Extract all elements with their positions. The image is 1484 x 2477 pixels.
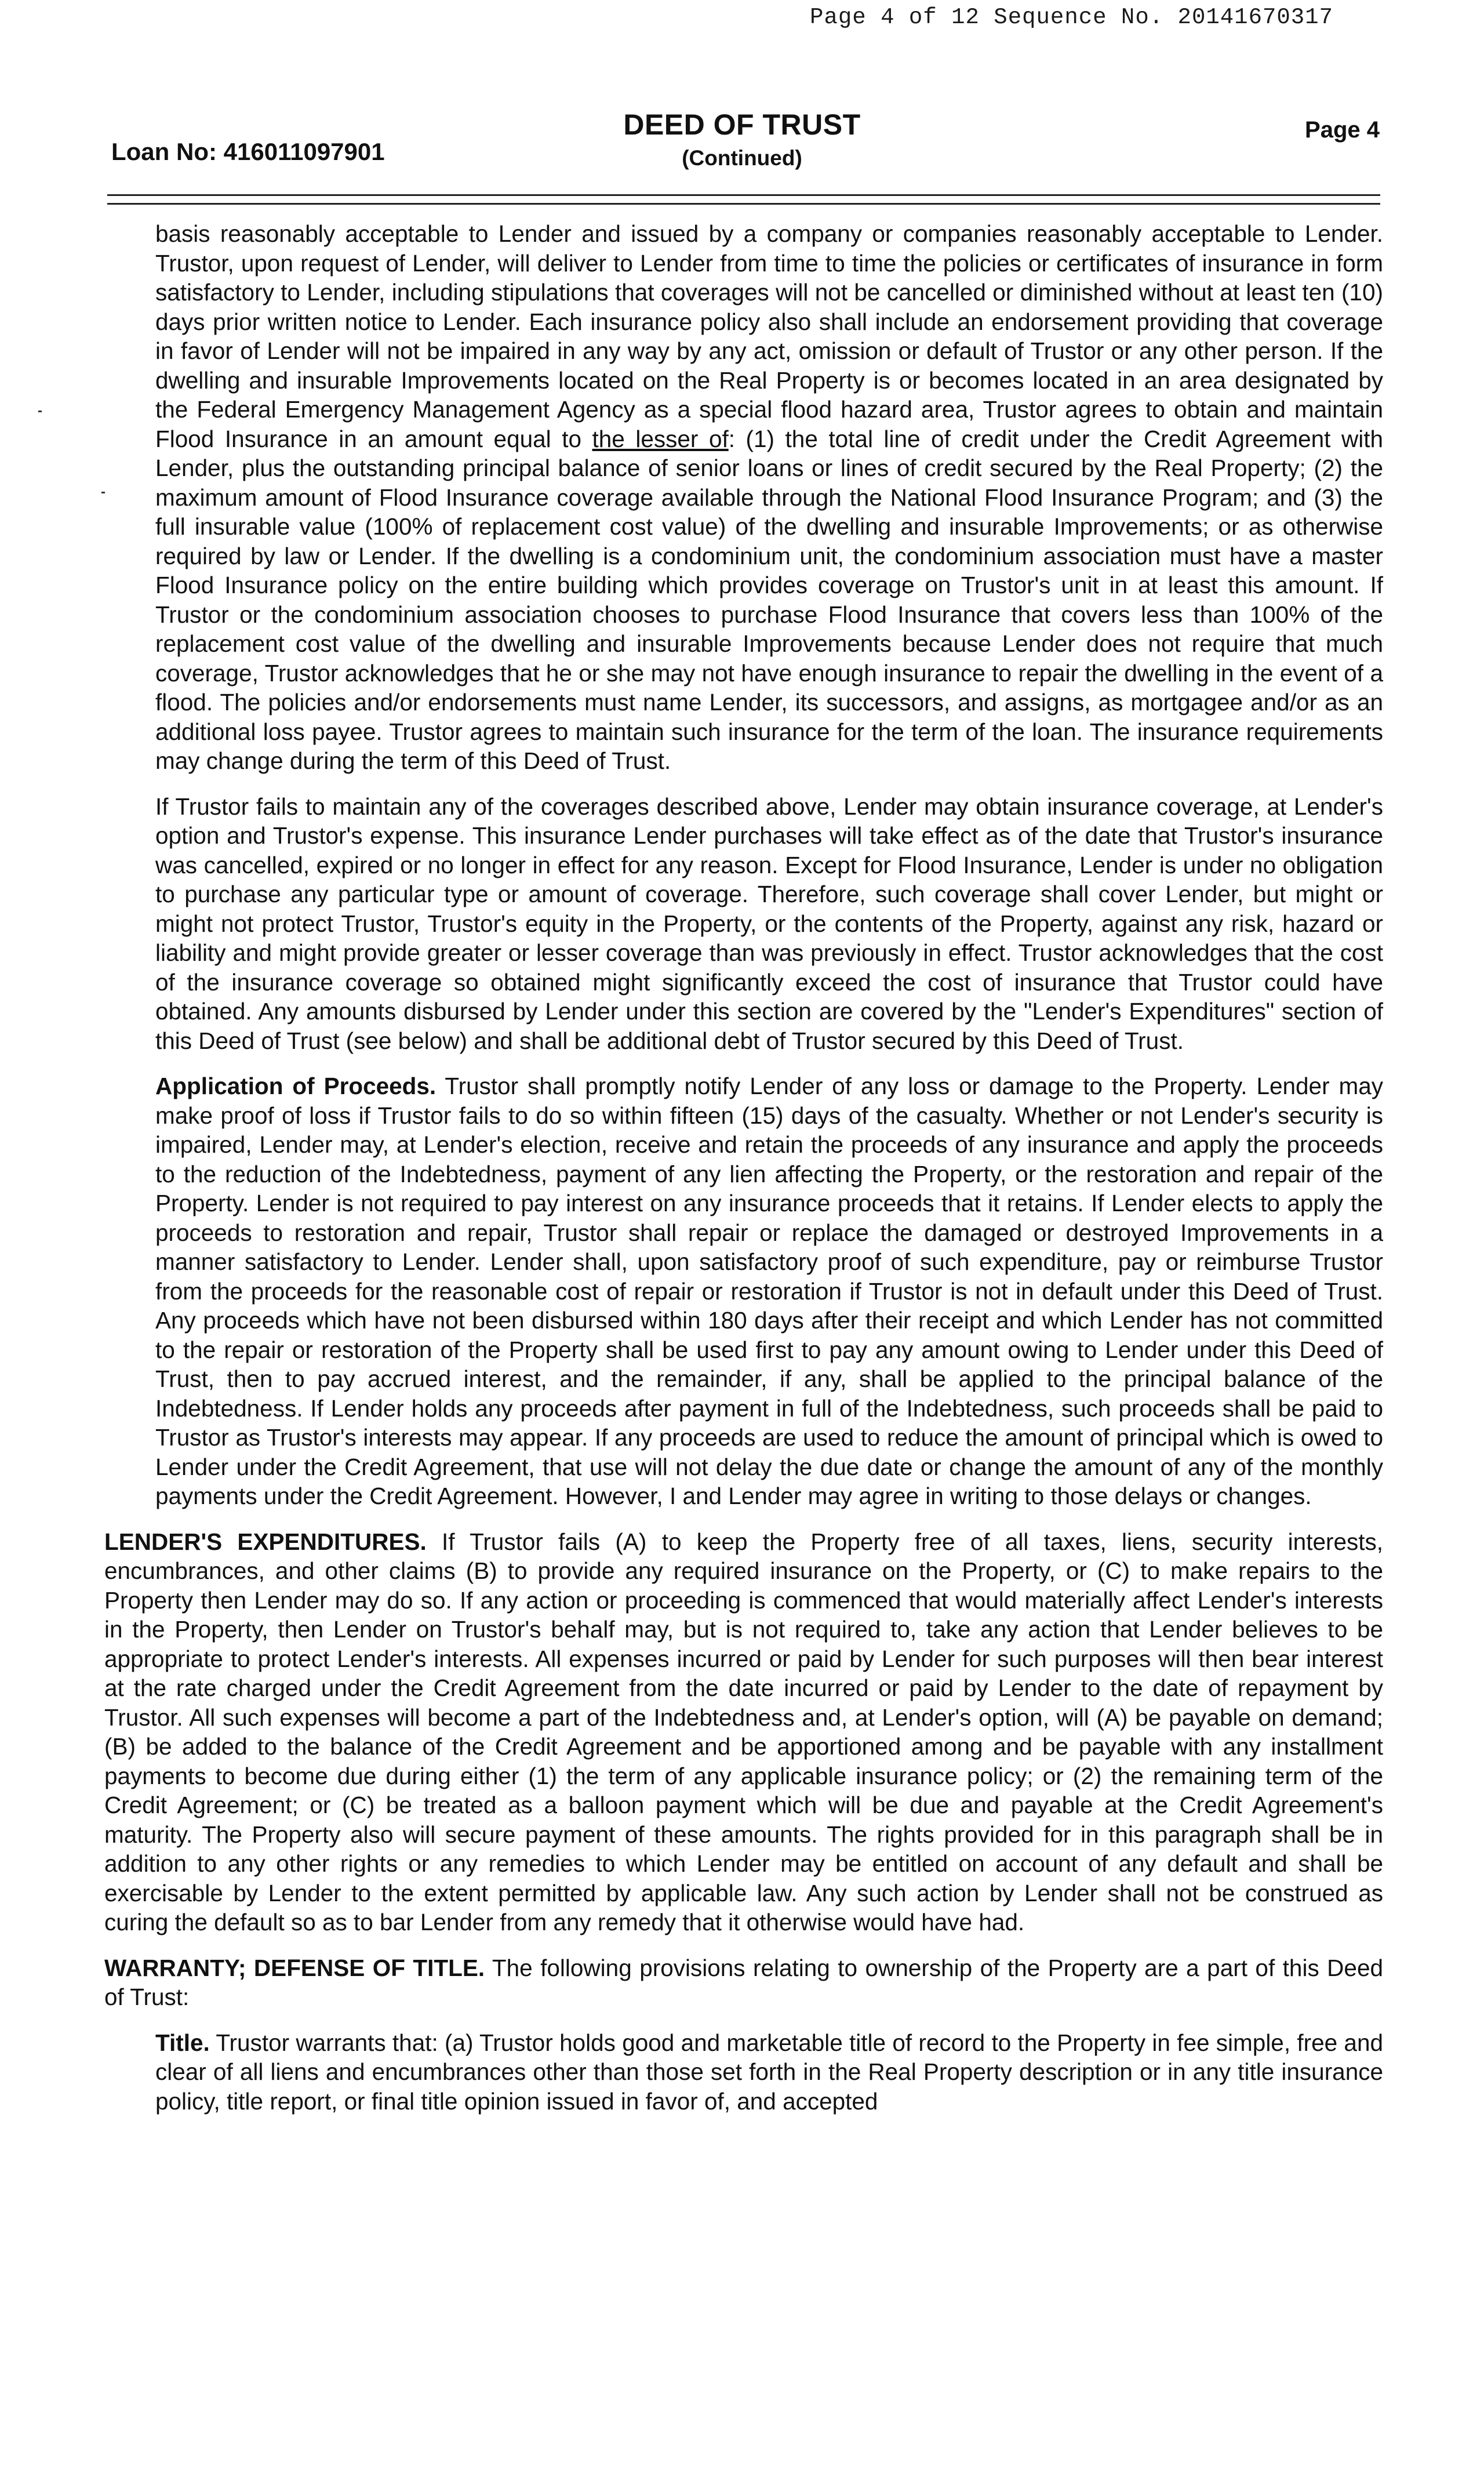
header-rule-top [107,194,1380,196]
title-paragraph [104,2028,1383,2116]
lenders-expenditures-text: If Trustor fails (A) to keep the Property free of all taxes, liens, security interests, encumbrances, and other claims (B) to provide any required insurance on the Property, or (C) to make repairs to the Property then Lender may do so. If any action or proceeding is commenced that would materially affect Lender's interests in the Property, then Lender on Trustor's behalf may, but is not required to, take any action that Lender believes to be appropriate to protect Lender's interests. All expenses incurred or paid by Lender for such purposes will then bear interest at the rate charged under the Credit Agreement from the date incurred or paid by Lender to the date of repayment by Trustor. All such expenses will become a part of the Indebtedness and, at Lender's option, will (A) be payable on demand; (B) be added to the balance of the Credit Agreement and be apportioned among and be payable with any installment payments to become due during either (1) the term of any applicable insurance policy; or (2) the remaining term of the Credit Agreement; or (C) be treated as a balloon payment which will be due and payable at the Credit Agreement's maturity. The Property also will secure payment of these amounts. The rights provided for in this paragraph shall be in addition to any other rights or any remedies to which Lender may be entitled on account of any default and shall be exercisable by Lender to the extent permitted by applicable law. Any such action by Lender shall not be construed as curing the default so as to bar Lender from any remedy that it otherwise would have had. [104,1528,1383,1935]
document-title: DEED OF TRUST [623,108,861,141]
application-of-proceeds-paragraph [104,1072,1383,1511]
warranty-heading: WARRANTY; DEFENSE OF TITLE. [104,1954,485,1981]
scan-mark [38,411,42,412]
sequence-number: Page 4 of 12 Sequence No. 20141670317 [810,5,1333,30]
document-title-block [568,108,916,170]
insurance-paragraph [104,219,1383,776]
title-heading: Title. [155,2029,210,2056]
document-body [104,219,1383,2116]
lenders-expenditures-heading: LENDER'S EXPENDITURES. [104,1528,427,1555]
insurance-text-part1: basis reasonably acceptable to Lender and issued by a company or companies reasonably acceptable to Lender. Trustor, upon request of Lender, will deliver to Lender from time to time the policies or certificates of insurance in form satisfactory to Lender, including stipulations that coverages will not be cancelled or diminished without at least ten (10) days prior written notice to Lender. Each insurance policy also shall include an endorsement providing that coverage in favor of Lender will not be impaired in any way by any act, omission or default of Trustor or any other person. If the dwelling and insurable Improvements located on the Real Property is or becomes located in an area designated by the Federal Emergency Management Agency as a special flood hazard area, Trustor agrees to obtain and maintain Flood Insurance in an amount equal to [155,220,1383,452]
header-rule-bottom [107,203,1380,205]
page-label: Page 4 [1305,117,1380,143]
insurance-text-part2: : (1) the total line of credit under the Credit Agreement with Lender, plus the outstanding principal balance of senior loans or lines of credit secured by the Real Property; (2) the maximum amount of Flood Insurance coverage available through the National Flood Insurance Program; and (3) the full insurable value (100% of replacement cost value) of the dwelling and insurable Improvements; or as otherwise required by law or Lender. If the dwelling is a condominium unit, the condominium association must have a master Flood Insurance policy on the entire building which provides coverage on Trustor's unit in at least this amount. If Trustor or the condominium association chooses to purchase Flood Insurance that covers less than 100% of the replacement cost value of the dwelling and insurable Improvements because Lender does not require that much coverage, Trustor acknowledges that he or she may not have enough insurance to repair the dwelling in the event of a flood. The policies and/or endorsements must name Lender, its successors, and assigns, as mortgagee and/or as an additional loss payee. Trustor agrees to maintain such insurance for the term of the loan. The insurance requirements may change during the term of this Deed of Trust. [155,425,1383,774]
title-text: Trustor warrants that: (a) Trustor holds good and marketable title of record to the Property in fee simple, free and clear of all liens and encumbrances other than those set forth in the Real Property description or in any title insurance policy, title report, or final title opinion issued in favor of, and accepted [155,2029,1383,2115]
loan-number: Loan No: 416011097901 [111,138,385,165]
application-of-proceeds-text: Trustor shall promptly notify Lender of any loss or damage to the Property. Lender may make proof of loss if Trustor fails to do so within fifteen (15) days of the casualty. Whether or not Lender's security is impaired, Lender may, at Lender's election, receive and retain the proceeds of any insurance and apply the proceeds to the reduction of the Indebtedness, payment of any lien affecting the Property, or the restoration and repair of the Property. Lender is not required to pay interest on any insurance proceeds that it retains. If Lender elects to apply the proceeds to restoration and repair, Trustor shall repair or replace the damaged or destroyed Improvements in a manner satisfactory to Lender. Lender shall, upon satisfactory proof of such expenditure, pay or reimburse Trustor from the proceeds for the reasonable cost of repair or restoration if Trustor is not in default under this Deed of Trust. Any proceeds which have not been disbursed within 180 days after their receipt and which Lender has not committed to the repair or restoration of the Property shall be used first to pay any amount owing to Lender under this Deed of Trust, then to pay accrued interest, and the remainder, if any, shall be applied to the principal balance of the Indebtedness. If Lender holds any proceeds after payment in full of the Indebtedness, such proceeds shall be paid to Trustor as Trustor's interests may appear. If any proceeds are used to reduce the amount of principal which is owed to Lender under the Credit Agreement, that use will not delay the due date or change the amount of any of the monthly payments under the Credit Agreement. However, I and Lender may agree in writing to those delays or changes. [155,1073,1384,1509]
lesser-of-phrase: the lesser of [592,425,729,452]
application-of-proceeds-heading: Application of Proceeds. [155,1073,437,1099]
coverage-paragraph: If Trustor fails to maintain any of the coverages described above, Lender may obtain insurance coverage, at Lender's option and Trustor's expense. This insurance Lender purchases will take effect as of the date that Trustor's insurance was cancelled, expired or no longer in effect for any reason. Except for Flood Insurance, Lender is under no obligation to purchase any particular type or amount of coverage. Therefore, such coverage shall cover Lender, but might or might not protect Trustor, Trustor's equity in the Property, or the contents of the Property, against any risk, hazard or liability and might provide greater or lesser coverage than was previously in effect. Trustor acknowledges that the cost of the insurance coverage so obtained might significantly exceed the cost of insurance that Trustor could have obtained. Any amounts disbursed by Lender under this section are covered by the "Lender's Expenditures" section of this Deed of Trust (see below) and shall be additional debt of Trustor secured by this Deed of Trust. [155,793,1383,1054]
warranty-text: The following provisions relating to ownership of the Property are a part of this Deed of Trust: [104,1954,1383,2010]
warranty-paragraph [104,1953,1383,2012]
continued-label: (Continued) [682,146,802,170]
lenders-expenditures-paragraph [104,1527,1383,1937]
